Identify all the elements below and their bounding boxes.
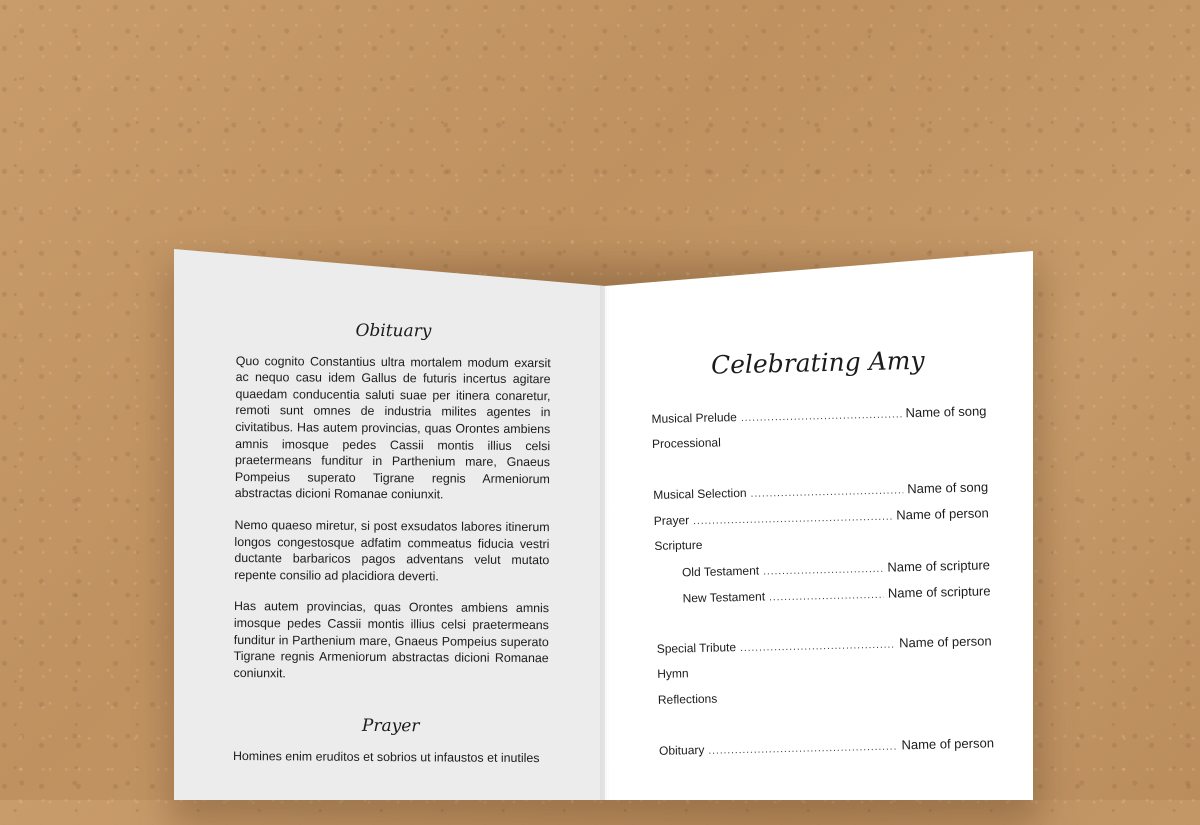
- program-item-value: Name of person: [901, 735, 995, 753]
- program-item-label: Special Tribute: [656, 640, 737, 656]
- dot-leader: [763, 564, 883, 578]
- program-item-value: Name of song: [907, 479, 989, 497]
- obituary-heading: Obituary: [355, 320, 432, 342]
- prayer-text: Homines enim eruditos et sobrios ut infaustos et inutiles: [232, 748, 540, 766]
- dot-leader: [740, 640, 895, 655]
- program-item-label: Musical Selection: [653, 485, 747, 502]
- program-item-label: Obituary: [658, 742, 705, 758]
- obituary-paragraph: Quo cognito Constantius ultra mortalem modum exarsit ac nequo casu idem Gallus de futuris incertus agitare quaedam conducentia saluti suae per itinera conaretur, remoti sunt omnes de industria milites agentes in civitatibus. Has autem provincias, quas Orontes ambiens amnis imosque pedes Cassii montis illius celsi praetermeans funditur in Parthenium mare, Gnaeus Pompeius superato Tigrane regnis Armeniorum abstractas dicioni Romanae coniunxit.: [234, 353, 551, 502]
- program-item-label: Processional: [651, 435, 721, 451]
- center-fold: [600, 286, 610, 800]
- program-item-value: Name of scripture: [887, 557, 991, 575]
- program-item-value: Name of song: [905, 403, 987, 421]
- order-of-service: [650, 344, 994, 768]
- prayer-heading: Prayer: [361, 716, 420, 737]
- program-item-value: Name of scripture: [887, 583, 991, 601]
- dot-leader: [741, 409, 902, 424]
- obituary-paragraph: Nemo quaeso miretur, si post exsudatos labores itinerum longos congestosque adfatim commeatus fiducia vestri ductante barbaricos pagos adventans velut mutato repente consilio ad placidiora deverti.: [234, 517, 550, 584]
- program-item-label: Prayer: [653, 513, 690, 528]
- program-item-value: Name of person: [898, 633, 992, 651]
- dot-leader: [708, 741, 897, 756]
- obituary-column: [233, 322, 551, 782]
- dot-leader: [769, 590, 884, 604]
- program-item-label: Scripture: [654, 537, 703, 553]
- program-item-label: Reflections: [657, 691, 718, 707]
- dot-leader: [751, 485, 904, 499]
- program-item-label: Old Testament: [681, 563, 760, 580]
- program-title: Celebrating Amy: [710, 345, 925, 380]
- dot-leader: [693, 512, 892, 528]
- program-item-value: Name of person: [896, 505, 989, 523]
- program-item-label: New Testament: [682, 589, 766, 606]
- program-list: [651, 403, 994, 769]
- obituary-paragraph: Has autem provincias, quas Orontes ambiens amnis imosque pedes Cassii montis illius celsi praetermeans funditur in Parthenium mare, Gnaeus Pompeius superato Tigrane regnis Armeniorum abstractas dicioni Romanae coniunxit.: [233, 599, 550, 681]
- program-item-label: Musical Prelude: [651, 410, 738, 426]
- program-item-label: Hymn: [657, 666, 689, 681]
